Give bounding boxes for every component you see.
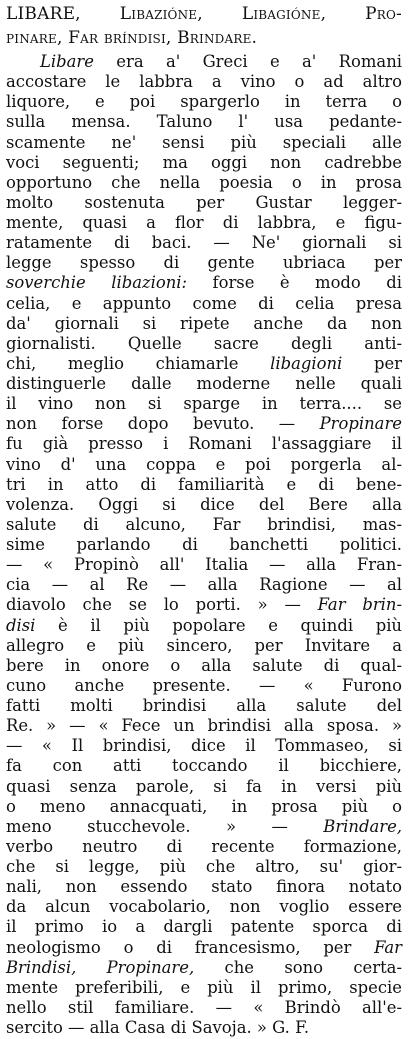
text-line: salute di alcuno, Far brindisi, mas- <box>6 514 402 534</box>
text-line: sulla mensa. Taluno l' usa pedante- <box>6 112 402 132</box>
text-line: — « Il brindisi, dice il Tommaseo, si <box>6 736 402 756</box>
text-line: liquore, e poi spargerlo in terra o <box>6 92 402 112</box>
text-line: soverchie libazioni: forse è modo di <box>6 273 402 293</box>
text-line: opportuno che nella poesia o in prosa <box>6 172 402 192</box>
text-line: bere in onore o alla salute di qual- <box>6 655 402 675</box>
text-line: molto sostenuta per Gustar legger- <box>6 192 402 212</box>
text-line: vino d' una coppa e poi porgerla al- <box>6 454 402 474</box>
text-line: distinguerle dalle moderne nelle quali <box>6 374 402 393</box>
text-line: mente preferibili, e più il primo, specie <box>6 977 402 997</box>
text-line: celia, e appunto come di celia presa <box>6 293 402 313</box>
text-line: Libare era a' Greci e a' Romani <box>40 52 402 71</box>
entry-heading-line-2: pinare, Far bríndisi, Brindare. <box>6 28 258 48</box>
text-line: o meno annacquati, in prosa più o <box>6 796 402 816</box>
text-line: allegro e più sincero, per Invitare a <box>6 635 402 655</box>
text-line: Re. » — « Fece un brindisi alla sposa. » <box>6 716 402 736</box>
text-line: cia — al Re — alla Ragione — al <box>6 575 402 595</box>
text-line: il vino non si sparge in terra.... se <box>6 394 402 414</box>
text-line: volenza. Oggi si dice del Bere alla <box>6 494 402 514</box>
text-line: mente, quasi a flor di labbra, e figu- <box>6 213 402 232</box>
text-line: chi, meglio chiamarle libagioni per <box>6 353 402 373</box>
text-line: fu già presso i Romani l'assaggiare il <box>6 434 402 454</box>
text-line: ratamente di baci. — Ne' giornali si <box>6 233 402 253</box>
text-line: Brindisi, Propinare, che sono certa- <box>6 957 402 977</box>
text-line: giornalisti. Quelle sacre degli anti- <box>6 333 402 353</box>
text-line: accostare le labbra a vino o ad altro <box>6 72 402 92</box>
text-line: fa con atti toccando il bicchiere, <box>6 756 402 776</box>
text-line: da' giornali si ripete anche da non <box>6 313 402 333</box>
text-line: diavolo che se lo porti. » — Far brin- <box>6 595 402 615</box>
text-line: tri in atto di familiarità e di bene- <box>6 474 402 494</box>
text-line: meno stucchevole. » — Brindare, <box>6 816 402 836</box>
text-line: disi è il più popolare e quindi più <box>6 615 402 635</box>
text-line: neologismo o di francesismo, per Far <box>6 937 402 957</box>
entry-heading-line-1: LIBARE, Libazióne, Libagióne, Pro- <box>6 4 402 24</box>
text-line: il primo io a dargli patente sporca di <box>6 917 402 937</box>
text-line: nello stil familiare. — « Brindò all'e- <box>6 997 402 1017</box>
text-line: sercito — alla Casa di Savoja. » G. F. <box>6 1018 310 1037</box>
text-line: fatti molti brindisi alla salute del <box>6 696 402 715</box>
text-line: sime parlando di banchetti politici. <box>6 535 402 554</box>
text-line: nali, non essendo stato finora notato <box>6 877 402 897</box>
text-line: scamente ne' sensi più speciali alle <box>6 132 402 152</box>
text-line: quasi senza parole, si fa in versi più <box>6 776 402 796</box>
text-line: voci seguenti; ma oggi non cadrebbe <box>6 152 402 172</box>
text-line: da alcun vocabolario, non voglio essere <box>6 897 402 917</box>
text-line: — « Propinò all' Italia — alla Fran- <box>6 555 402 575</box>
text-line: che si legge, più che altro, su' gior- <box>6 857 402 876</box>
text-line: non forse dopo bevuto. — Propinare <box>6 414 402 434</box>
text-line: legge spesso di gente ubriaca per <box>6 253 402 273</box>
text-line: cuno anche presente. — « Furono <box>6 675 402 695</box>
text-line: verbo neutro di recente formazione, <box>6 836 402 856</box>
